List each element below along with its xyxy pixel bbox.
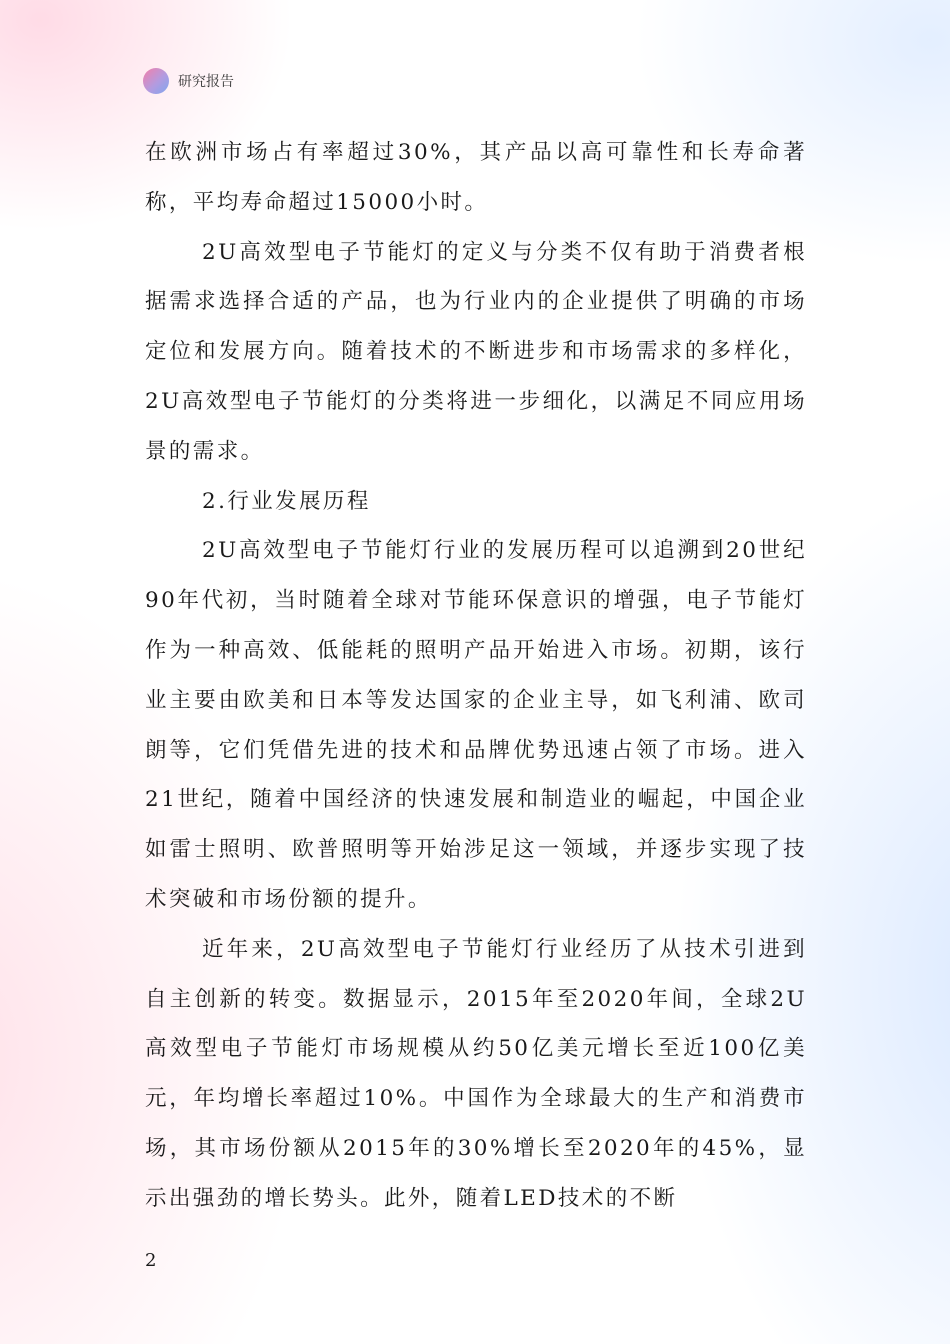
body-paragraph: 近年来，2U高效型电子节能灯行业经历了从技术引进到自主创新的转变。数据显示，2015年至2020年间，全球2U高效型电子节能灯市场规模从约50亿美元增长至近100亿美元，年均增长率超过10%。中国作为全球最大的生产和消费市场，其市场份额从2015年的30%增长至2020年的45%，显示出强劲的增长势头。此外，随着LED技术的不断 — [145, 936, 807, 1211]
body-paragraph: 2U高效型电子节能灯行业的发展历程可以追溯到20世纪90年代初，当时随着全球对节能环保意识的增强，电子节能灯作为一种高效、低能耗的照明产品开始进入市场。初期，该行业主要由欧美和日本等发达国家的企业主导，如飞利浦、欧司朗等，它们凭借先进的技术和品牌优势迅速占领了市场。进入21世纪，随着中国经济的快速发展和制造业的崛起，中国企业如雷士照明、欧普照明等开始涉足这一领域，并逐步实现了技术突破和市场份额的提升。 — [145, 538, 807, 912]
header-label: 研究报告 — [178, 74, 234, 90]
section-heading: 2.行业发展历程 — [202, 488, 371, 514]
report-header — [143, 68, 234, 94]
page-number: 2 — [145, 1250, 157, 1271]
body-paragraph: 在欧洲市场占有率超过30%，其产品以高可靠性和长寿命著称，平均寿命超过15000小时。 — [145, 140, 807, 215]
gradient-circle-logo-icon — [143, 68, 169, 94]
document-body — [145, 128, 807, 1224]
body-paragraph: 2U高效型电子节能灯的定义与分类不仅有助于消费者根据需求选择合适的产品，也为行业内的企业提供了明确的市场定位和发展方向。随着技术的不断进步和市场需求的多样化，2U高效型电子节能灯的分类将进一步细化，以满足不同应用场景的需求。 — [145, 239, 807, 464]
